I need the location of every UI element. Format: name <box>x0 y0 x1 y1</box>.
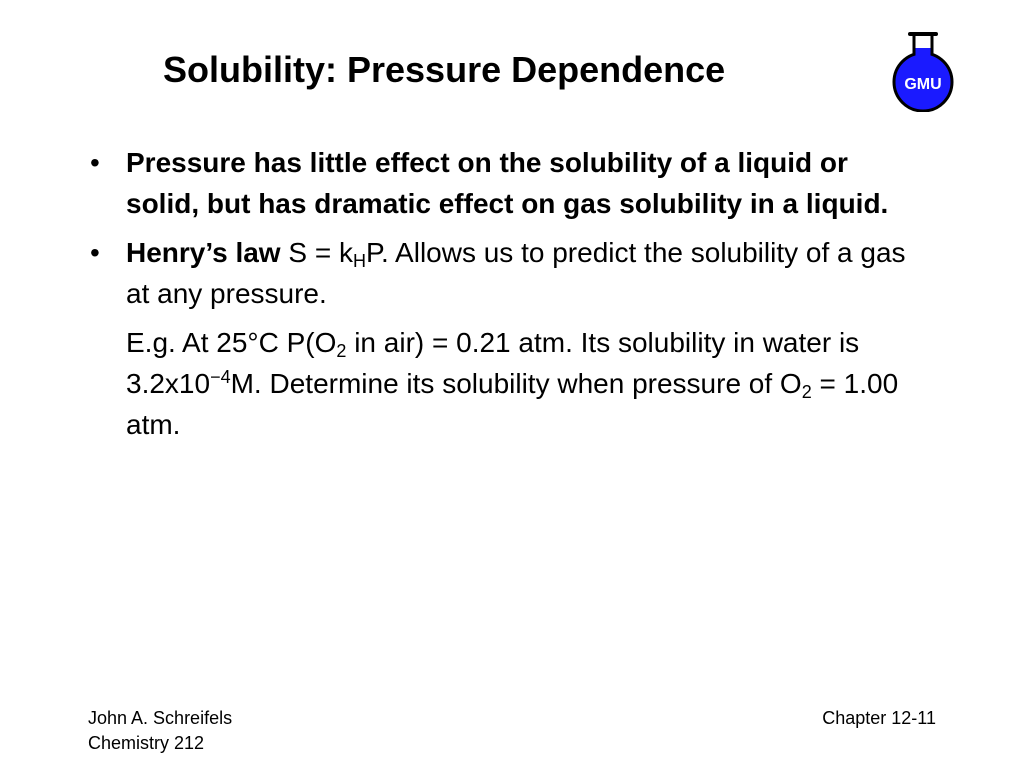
bullet-text: Pressure has little effect on the solubility of a liquid or solid, but has dramatic effect on gas solubility in a liquid. <box>126 147 889 219</box>
example-text: in air) = 0.21 atm. Its solubility in water is 3.2x10 <box>126 327 860 399</box>
subscript: 2 <box>801 382 812 402</box>
subscript: 2 <box>336 341 347 361</box>
bullet-item <box>90 142 920 224</box>
example-text: E.g. At 25°C P(O <box>126 327 337 358</box>
example-text: M. Determine its solubility when pressure of O <box>230 368 802 399</box>
slide-title: Solubility: Pressure Dependence <box>163 49 726 90</box>
gmu-flask-icon <box>888 28 958 112</box>
bullet-text: P. Allows us to predict the solubility of a gas at any pressure. <box>126 237 906 309</box>
bullet-marker: • <box>90 147 100 178</box>
footer-course: Chemistry 212 <box>88 733 205 753</box>
footer-page: Chapter 12-11 <box>822 708 936 728</box>
slide-body <box>90 142 920 445</box>
example-text: = 1.00 atm. <box>126 368 899 440</box>
footer-left <box>88 706 232 756</box>
bullet-item <box>90 232 920 314</box>
footer-author: John A. Schreifels <box>88 708 233 728</box>
henrys-law-term: Henry’s law <box>126 237 281 268</box>
superscript: −4 <box>210 367 231 387</box>
equation-text: S = k <box>280 237 353 268</box>
equation-subscript: H <box>352 251 366 271</box>
example-paragraph <box>90 322 920 445</box>
bullet-marker: • <box>90 237 100 268</box>
logo-text: GMU <box>904 76 942 93</box>
